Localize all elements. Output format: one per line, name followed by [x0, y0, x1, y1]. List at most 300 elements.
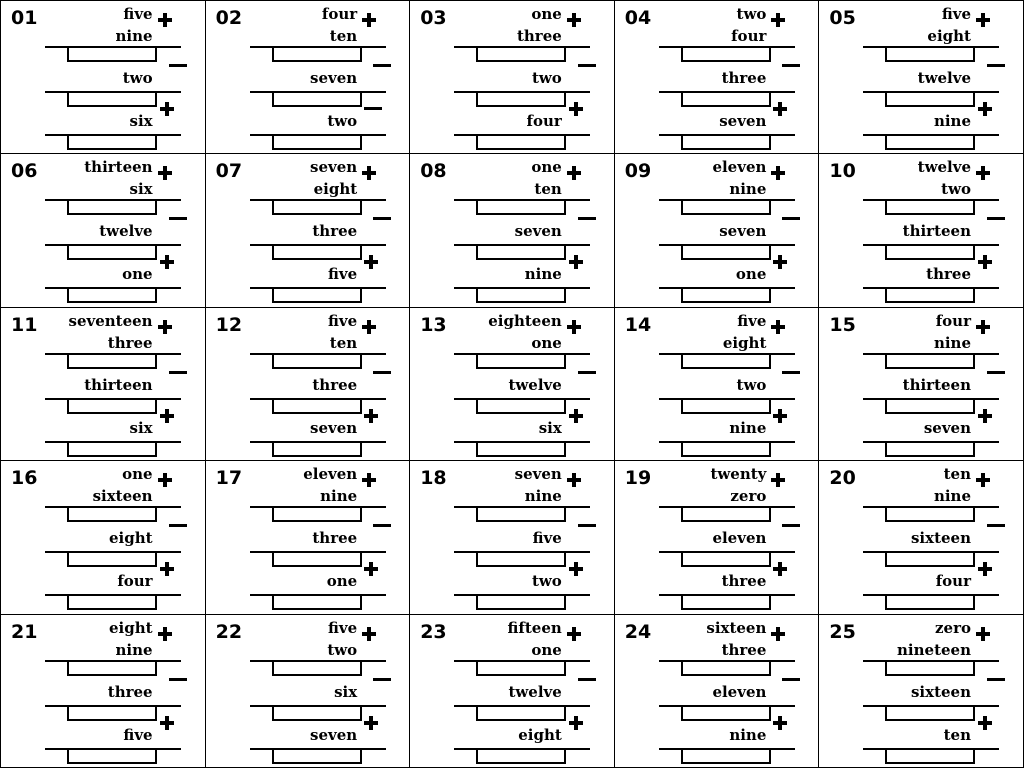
exercise-number: 14 — [624, 313, 652, 336]
operand-c: seven — [514, 222, 562, 241]
operand-a: one — [531, 158, 562, 177]
answer-box[interactable] — [476, 660, 566, 676]
exercise-cell — [1, 154, 206, 307]
operand-a: four — [935, 311, 971, 330]
exercise-number: 06 — [11, 160, 38, 183]
exercise-number: 03 — [420, 7, 447, 29]
answer-box[interactable] — [476, 353, 566, 369]
exercise-cell — [1, 461, 206, 614]
exercise-number: 08 — [420, 160, 447, 183]
operand-d: five — [123, 725, 153, 744]
minus-sign-icon — [169, 673, 183, 687]
answer-box[interactable] — [885, 551, 975, 567]
answer-box[interactable] — [476, 199, 566, 215]
answer-box[interactable] — [681, 287, 771, 303]
plus-sign-icon — [160, 562, 174, 576]
minus-sign-icon — [987, 673, 1001, 687]
operand-d: seven — [310, 725, 358, 744]
answer-box[interactable] — [885, 91, 975, 107]
exercise-cell — [615, 308, 820, 461]
exercise-number: 05 — [829, 7, 856, 29]
minus-sign-icon — [578, 519, 592, 533]
exercise-cell — [615, 154, 820, 307]
answer-box[interactable] — [476, 244, 566, 260]
exercise-number: 16 — [11, 467, 38, 490]
exercise-number: 13 — [420, 313, 447, 336]
plus-sign-icon — [771, 320, 785, 334]
operand-a: four — [321, 5, 358, 23]
plus-sign-icon — [364, 255, 378, 269]
operand-c: two — [122, 69, 153, 87]
operand-d: four — [935, 572, 971, 591]
operand-c: twelve — [99, 222, 153, 241]
plus-sign-icon — [567, 320, 581, 334]
minus-sign-icon — [169, 519, 183, 533]
answer-box[interactable] — [476, 91, 566, 107]
minus-sign-icon — [373, 212, 387, 226]
answer-box[interactable] — [885, 594, 975, 610]
operand-a: fifteen — [507, 618, 562, 637]
operand-d: nine — [933, 112, 971, 130]
operand-b: nine — [933, 333, 971, 352]
answer-box[interactable] — [885, 748, 975, 764]
exercise-cell — [615, 461, 820, 614]
plus-sign-icon — [567, 166, 581, 180]
answer-box[interactable] — [681, 199, 771, 215]
minus-sign-icon — [169, 59, 183, 73]
operand-b: eight — [927, 27, 971, 45]
operand-a: eleven — [303, 465, 358, 484]
operand-c: seven — [719, 222, 767, 241]
answer-box[interactable] — [67, 441, 157, 457]
operand-a: twenty — [710, 465, 767, 484]
answer-box[interactable] — [67, 748, 157, 764]
answer-box[interactable] — [272, 660, 362, 676]
answer-box[interactable] — [67, 353, 157, 369]
operand-b: eight — [313, 180, 358, 199]
answer-box[interactable] — [67, 594, 157, 610]
operand-c: thirteen — [902, 222, 971, 241]
plus-sign-icon — [773, 562, 787, 576]
plus-sign-icon — [160, 716, 174, 730]
exercise-number: 12 — [215, 313, 243, 336]
plus-sign-icon — [160, 409, 174, 423]
exercise-number: 25 — [829, 620, 856, 643]
operand-b: nine — [524, 487, 562, 506]
operand-a: five — [941, 5, 971, 23]
operand-a: five — [328, 618, 358, 637]
answer-box[interactable] — [885, 287, 975, 303]
operand-b: three — [516, 27, 562, 45]
operand-a: five — [737, 311, 767, 330]
plus-sign-icon — [773, 102, 787, 116]
answer-box[interactable] — [272, 441, 362, 457]
minus-sign-icon — [987, 519, 1001, 533]
operand-b: four — [731, 27, 767, 45]
exercise-number: 24 — [624, 620, 652, 643]
plus-sign-icon — [364, 716, 378, 730]
minus-sign-icon — [782, 59, 796, 73]
plus-sign-icon — [567, 473, 581, 487]
answer-box[interactable] — [681, 134, 771, 150]
answer-box[interactable] — [681, 748, 771, 764]
answer-box[interactable] — [272, 353, 362, 369]
plus-sign-icon — [569, 716, 583, 730]
operand-b: ten — [329, 333, 358, 352]
operand-a: thirteen — [84, 158, 153, 177]
answer-box[interactable] — [67, 199, 157, 215]
exercise-number: 20 — [829, 467, 856, 490]
plus-sign-icon — [771, 166, 785, 180]
plus-sign-icon — [362, 473, 376, 487]
exercise-cell — [1, 615, 206, 768]
operand-c: eight — [109, 529, 153, 548]
operand-b: sixteen — [92, 487, 153, 506]
plus-sign-icon — [569, 102, 583, 116]
operand-d: five — [328, 265, 358, 284]
operand-d: six — [129, 112, 153, 130]
operand-c: eleven — [712, 529, 767, 548]
answer-box[interactable] — [476, 134, 566, 150]
minus-sign-icon — [782, 366, 796, 380]
exercise-cell — [410, 154, 615, 307]
operand-b: three — [721, 640, 767, 659]
minus-sign-icon — [373, 519, 387, 533]
minus-sign-icon — [987, 59, 1001, 73]
answer-box[interactable] — [885, 705, 975, 721]
exercise-cell — [819, 308, 1024, 461]
operand-c: three — [107, 682, 153, 701]
exercise-cell — [206, 615, 411, 768]
exercise-cell — [615, 615, 820, 768]
minus-sign-icon — [373, 59, 387, 73]
answer-box[interactable] — [885, 398, 975, 414]
exercise-cell — [1, 308, 206, 461]
answer-box[interactable] — [272, 134, 362, 150]
answer-box[interactable] — [272, 91, 362, 107]
exercise-cell — [615, 1, 820, 154]
operand-a: eight — [109, 618, 153, 637]
plus-sign-icon — [362, 320, 376, 334]
exercise-cell — [1, 1, 206, 154]
plus-sign-icon — [364, 409, 378, 423]
answer-box[interactable] — [272, 551, 362, 567]
operand-b: nine — [933, 487, 971, 506]
plus-sign-icon — [773, 716, 787, 730]
answer-box[interactable] — [272, 506, 362, 522]
answer-box[interactable] — [681, 398, 771, 414]
operand-a: seven — [310, 158, 358, 177]
exercise-number: 11 — [11, 313, 38, 336]
operand-c: sixteen — [910, 682, 971, 701]
plus-sign-icon — [567, 627, 581, 641]
operand-c: two — [736, 375, 767, 394]
operand-d: three — [721, 572, 767, 591]
exercise-number: 22 — [215, 620, 243, 643]
operand-a: one — [122, 465, 153, 484]
plus-sign-icon — [978, 716, 992, 730]
operand-c: seven — [310, 69, 358, 87]
exercise-cell — [206, 1, 411, 154]
operand-b: one — [531, 640, 562, 659]
operand-c: twelve — [508, 375, 562, 394]
plus-sign-icon — [364, 562, 378, 576]
operand-b: three — [107, 333, 153, 352]
plus-sign-icon — [158, 13, 172, 27]
exercise-cell — [410, 615, 615, 768]
answer-box[interactable] — [67, 551, 157, 567]
answer-box[interactable] — [885, 441, 975, 457]
operand-c: sixteen — [910, 529, 971, 548]
operand-c: thirteen — [902, 375, 971, 394]
operand-d: ten — [943, 725, 971, 744]
answer-box[interactable] — [885, 244, 975, 260]
answer-box[interactable] — [681, 705, 771, 721]
operand-a: sixteen — [706, 618, 767, 637]
answer-box[interactable] — [681, 594, 771, 610]
operand-a: seventeen — [68, 311, 153, 330]
exercise-number: 01 — [11, 7, 38, 29]
answer-box[interactable] — [67, 705, 157, 721]
plus-sign-icon — [569, 562, 583, 576]
operand-b: nine — [115, 640, 153, 659]
operand-a: eleven — [712, 158, 767, 177]
answer-box[interactable] — [885, 199, 975, 215]
minus-sign-icon — [169, 366, 183, 380]
operand-d: nine — [729, 725, 767, 744]
operand-d: one — [326, 572, 358, 591]
answer-box[interactable] — [67, 506, 157, 522]
operand-d: one — [735, 265, 767, 284]
answer-box[interactable] — [885, 660, 975, 676]
answer-box[interactable] — [272, 199, 362, 215]
exercise-number: 23 — [420, 620, 447, 643]
exercise-cell — [819, 461, 1024, 614]
plus-sign-icon — [771, 627, 785, 641]
exercise-number: 17 — [215, 467, 243, 490]
exercise-cell — [410, 1, 615, 154]
operand-b: ten — [534, 180, 562, 199]
plus-sign-icon — [160, 255, 174, 269]
plus-sign-icon — [158, 166, 172, 180]
minus-sign-icon — [364, 102, 378, 116]
operand-a: eighteen — [488, 311, 562, 330]
operand-b: two — [327, 640, 358, 659]
answer-box[interactable] — [681, 91, 771, 107]
operand-d: nine — [524, 265, 562, 284]
operand-d: three — [926, 265, 971, 284]
exercise-number: 07 — [215, 160, 243, 183]
operand-a: five — [328, 311, 358, 330]
plus-sign-icon — [362, 627, 376, 641]
minus-sign-icon — [782, 519, 796, 533]
answer-box[interactable] — [476, 748, 566, 764]
exercise-cell — [410, 308, 615, 461]
exercise-cell — [206, 461, 411, 614]
exercise-cell — [819, 154, 1024, 307]
answer-box[interactable] — [67, 244, 157, 260]
minus-sign-icon — [578, 212, 592, 226]
answer-box[interactable] — [67, 660, 157, 676]
operand-b: zero — [730, 487, 767, 506]
answer-box[interactable] — [272, 287, 362, 303]
operand-c: three — [312, 375, 358, 394]
plus-sign-icon — [976, 473, 990, 487]
operand-c: five — [532, 529, 562, 548]
answer-box[interactable] — [272, 244, 362, 260]
answer-box[interactable] — [272, 594, 362, 610]
answer-box[interactable] — [476, 594, 566, 610]
plus-sign-icon — [158, 320, 172, 334]
operand-d: two — [531, 572, 562, 591]
operand-c: two — [531, 69, 562, 87]
answer-box[interactable] — [681, 353, 771, 369]
answer-box[interactable] — [476, 506, 566, 522]
answer-box[interactable] — [476, 398, 566, 414]
plus-sign-icon — [773, 409, 787, 423]
plus-sign-icon — [362, 166, 376, 180]
plus-sign-icon — [978, 102, 992, 116]
minus-sign-icon — [987, 212, 1001, 226]
plus-sign-icon — [976, 627, 990, 641]
operand-b: eight — [722, 333, 767, 352]
operand-d: six — [129, 418, 153, 437]
operand-c: thirteen — [84, 375, 153, 394]
answer-box[interactable] — [681, 551, 771, 567]
plus-sign-icon — [978, 255, 992, 269]
answer-box[interactable] — [67, 46, 157, 62]
plus-sign-icon — [976, 13, 990, 27]
plus-sign-icon — [976, 320, 990, 334]
operand-a: two — [736, 5, 767, 23]
operand-c: twelve — [917, 69, 971, 87]
exercise-number: 18 — [420, 467, 447, 490]
minus-sign-icon — [782, 212, 796, 226]
plus-sign-icon — [978, 562, 992, 576]
operand-a: five — [123, 5, 153, 23]
exercise-number: 09 — [624, 160, 652, 183]
minus-sign-icon — [578, 366, 592, 380]
operand-d: two — [327, 112, 358, 130]
operand-a: seven — [514, 465, 562, 484]
operand-c: six — [334, 682, 358, 701]
answer-box[interactable] — [272, 398, 362, 414]
operand-b: nineteen — [897, 640, 971, 659]
answer-box[interactable] — [476, 551, 566, 567]
operand-b: ten — [329, 27, 358, 45]
exercise-number: 21 — [11, 620, 38, 643]
exercise-number: 02 — [215, 7, 243, 29]
exercise-number: 04 — [624, 7, 652, 29]
answer-box[interactable] — [272, 705, 362, 721]
operand-c: three — [721, 69, 767, 87]
answer-box[interactable] — [476, 287, 566, 303]
answer-box[interactable] — [885, 353, 975, 369]
operand-a: zero — [935, 618, 971, 637]
minus-sign-icon — [373, 673, 387, 687]
answer-box[interactable] — [476, 441, 566, 457]
operand-d: eight — [518, 725, 562, 744]
operand-a: ten — [943, 465, 971, 484]
operand-d: seven — [310, 418, 358, 437]
operand-c: twelve — [508, 682, 562, 701]
plus-sign-icon — [771, 473, 785, 487]
minus-sign-icon — [578, 673, 592, 687]
exercise-number: 10 — [829, 160, 856, 183]
answer-box[interactable] — [681, 244, 771, 260]
answer-box[interactable] — [681, 46, 771, 62]
exercise-number: 15 — [829, 313, 856, 336]
answer-box[interactable] — [681, 441, 771, 457]
exercise-cell — [206, 308, 411, 461]
exercise-number: 19 — [624, 467, 652, 490]
plus-sign-icon — [976, 166, 990, 180]
plus-sign-icon — [771, 13, 785, 27]
answer-box[interactable] — [67, 134, 157, 150]
exercise-cell — [819, 615, 1024, 768]
answer-box[interactable] — [67, 287, 157, 303]
answer-box[interactable] — [885, 46, 975, 62]
operand-c: eleven — [712, 682, 767, 701]
plus-sign-icon — [567, 13, 581, 27]
plus-sign-icon — [158, 627, 172, 641]
operand-d: four — [526, 112, 562, 130]
exercise-cell — [819, 1, 1024, 154]
operand-d: one — [122, 265, 153, 284]
operand-b: nine — [115, 27, 153, 45]
answer-box[interactable] — [272, 748, 362, 764]
answer-box[interactable] — [67, 398, 157, 414]
operand-b: one — [531, 333, 562, 352]
plus-sign-icon — [362, 13, 376, 27]
answer-box[interactable] — [885, 506, 975, 522]
minus-sign-icon — [169, 212, 183, 226]
answer-box[interactable] — [885, 134, 975, 150]
answer-box[interactable] — [476, 705, 566, 721]
operand-b: nine — [729, 180, 767, 199]
answer-box[interactable] — [272, 46, 362, 62]
minus-sign-icon — [373, 366, 387, 380]
operand-c: three — [312, 529, 358, 548]
plus-sign-icon — [569, 409, 583, 423]
answer-box[interactable] — [681, 506, 771, 522]
plus-sign-icon — [158, 473, 172, 487]
operand-d: nine — [729, 418, 767, 437]
plus-sign-icon — [569, 255, 583, 269]
operand-d: seven — [719, 112, 767, 130]
operand-a: twelve — [917, 158, 971, 177]
operand-c: three — [312, 222, 358, 241]
plus-sign-icon — [160, 102, 174, 116]
answer-box[interactable] — [476, 46, 566, 62]
exercise-cell — [206, 154, 411, 307]
operand-a: one — [531, 5, 562, 23]
minus-sign-icon — [782, 673, 796, 687]
operand-d: seven — [923, 418, 971, 437]
minus-sign-icon — [987, 366, 1001, 380]
operand-b: six — [129, 180, 153, 199]
plus-sign-icon — [773, 255, 787, 269]
operand-b: two — [941, 180, 971, 199]
exercise-cell — [410, 461, 615, 614]
answer-box[interactable] — [67, 91, 157, 107]
operand-d: four — [117, 572, 153, 591]
minus-sign-icon — [578, 59, 592, 73]
plus-sign-icon — [978, 409, 992, 423]
operand-d: six — [538, 418, 562, 437]
answer-box[interactable] — [681, 660, 771, 676]
operand-b: nine — [320, 487, 358, 506]
